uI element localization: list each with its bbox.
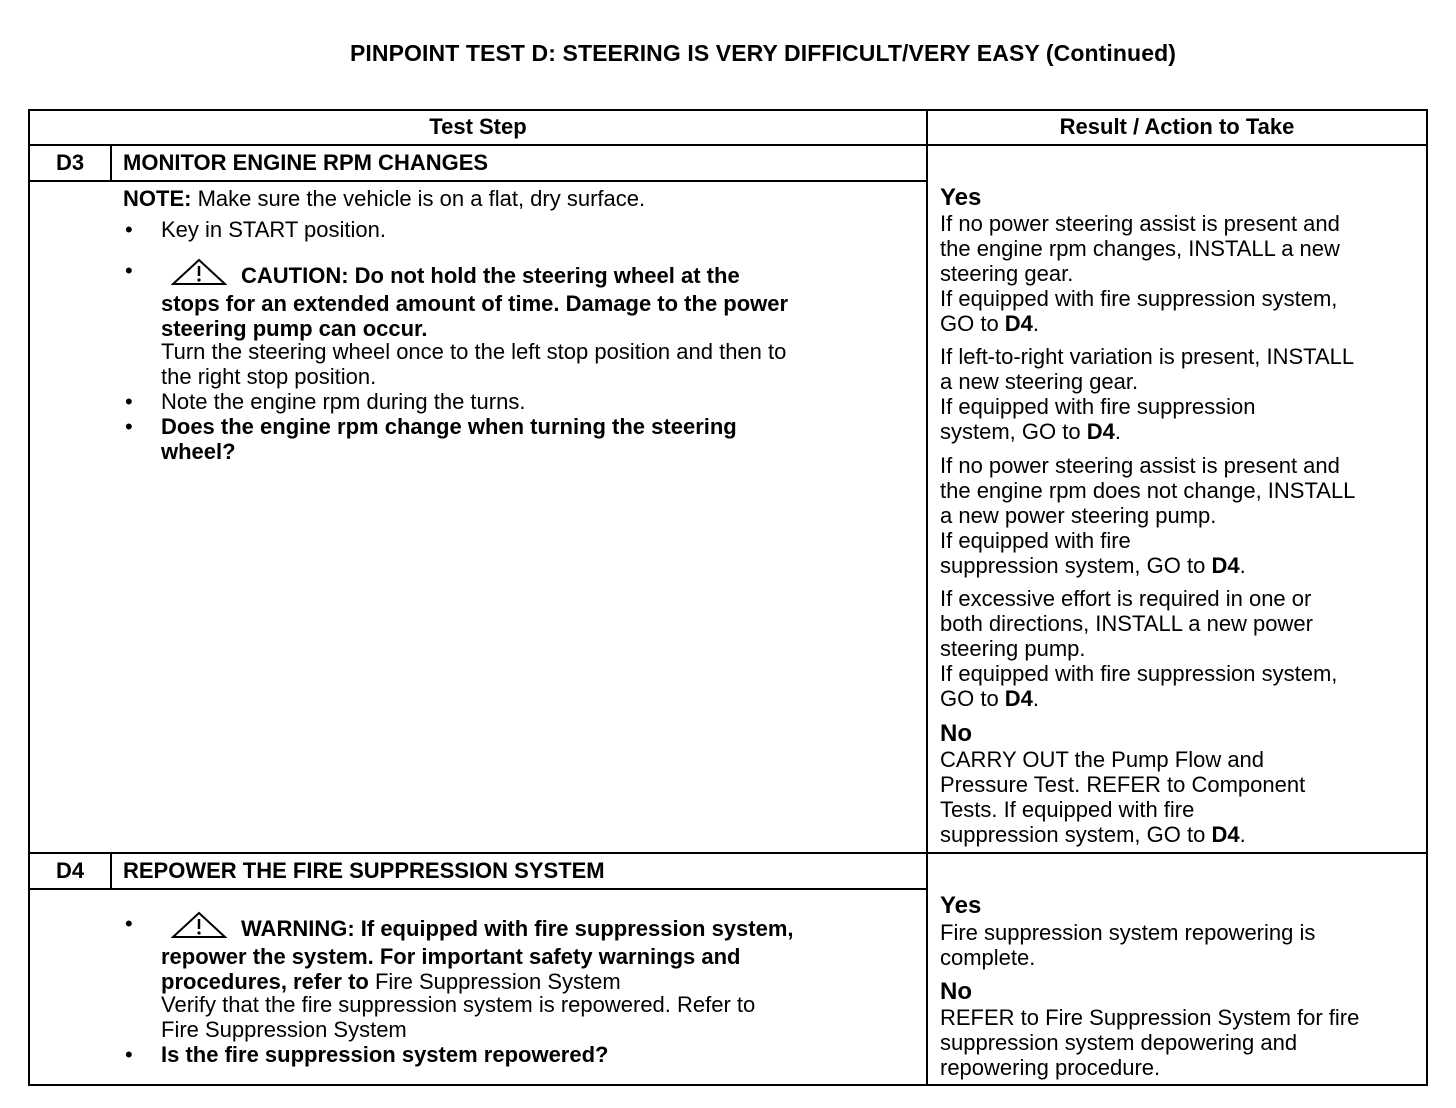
d3-result-3: If no power steering assist is present and the engine rpm does not change, INSTALL a new power steering pump. If equipped with fire suppression system, GO to D4. (940, 453, 1356, 578)
goto-d4-link[interactable]: D4 (1086, 419, 1115, 444)
d4-row-divider (28, 852, 1428, 854)
header-result: Result / Action to Take (1059, 114, 1295, 139)
bullet: • (125, 911, 133, 936)
d3-step-note-rpm: Note the engine rpm during the turns. (161, 389, 526, 414)
goto-d4-link[interactable]: D4 (1211, 553, 1240, 578)
fire-suppression-ref[interactable]: Fire Suppression System for fire (1045, 1005, 1360, 1030)
d3-note (123, 186, 923, 211)
d3-result-1: If no power steering assist is present and the engine rpm changes, INSTALL a new steering gear. If equipped with fire suppression system, GO to D4. (940, 211, 1340, 336)
d3-step-key: Key in START position. (161, 217, 386, 242)
d4-question: Is the fire suppression system repowered? (161, 1042, 609, 1067)
d4-title-divider (28, 888, 927, 890)
step-id-d4: D4 (55, 858, 85, 883)
bullet: • (125, 389, 133, 414)
note-text: Make sure the vehicle is on a flat, dry surface. (191, 186, 646, 211)
d3-result-4: If excessive effort is required in one or both directions, INSTALL a new power steering pump. If equipped with fire suppression system, GO to D4. (940, 586, 1338, 711)
d4-yes-result: Fire suppression system repowering is complete. (940, 920, 1316, 970)
bullet: • (125, 217, 133, 242)
col-divider-stepid-d4 (110, 853, 112, 889)
d3-yes-label: Yes (940, 184, 982, 211)
fire-suppression-ref[interactable]: Fire Suppression System (374, 969, 621, 994)
d4-verify: Verify that the fire suppression system is repowered. Refer to Fire Suppression System (161, 992, 756, 1042)
goto-d4-link[interactable]: D4 (1004, 311, 1033, 336)
bullet: • (125, 1042, 133, 1067)
d4-warning: WARNING: If equipped with fire suppression system, repower the system. For important safety warnings and procedures, refer to Fire Suppression System (161, 911, 921, 994)
d3-turn-instruction: Turn the steering wheel once to the left stop position and then to the right stop position. (161, 339, 787, 389)
caution-warning-icon (171, 258, 227, 291)
d4-no-label: No (940, 978, 972, 1005)
d3-no-label: No (940, 720, 972, 747)
d3-no-result: CARRY OUT the Pump Flow and Pressure Test. REFER to Component Tests. If equipped with fire suppression system, GO to D4. (940, 747, 1306, 847)
page-title: PINPOINT TEST D: STEERING IS VERY DIFFICULT/VERY EASY (Continued) (349, 40, 1177, 66)
fire-suppression-ref[interactable]: Fire Suppression System (161, 1017, 407, 1042)
step-id-d3: D3 (55, 150, 85, 175)
bullet: • (125, 258, 133, 283)
bullet: • (125, 414, 133, 439)
d3-result-2: If left-to-right variation is present, INSTALL a new steering gear. If equipped with fire suppression system, GO to D4. (940, 344, 1355, 444)
d4-yes-label: Yes (940, 892, 982, 919)
col-divider-stepid-d3 (110, 145, 112, 181)
d4-no-result: REFER to Fire Suppression System for fire suppression system depowering and repowering procedure. (940, 1005, 1360, 1080)
header-divider (28, 144, 1428, 146)
warning-icon (171, 911, 227, 944)
d3-question: Does the engine rpm change when turning the steering wheel? (161, 414, 737, 464)
col-divider-result (926, 109, 928, 1086)
goto-d4-link[interactable]: D4 (1004, 686, 1033, 711)
header-test-step: Test Step (429, 114, 527, 139)
step-title-d4: REPOWER THE FIRE SUPPRESSION SYSTEM (123, 858, 605, 883)
step-title-d3: MONITOR ENGINE RPM CHANGES (123, 150, 489, 175)
d3-title-divider (28, 180, 927, 182)
goto-d4-link[interactable]: D4 (1211, 822, 1240, 847)
note-label: NOTE: (123, 186, 192, 211)
d3-caution: CAUTION: Do not hold the steering wheel at the stops for an extended amount of time. Damage to the power steering pump can occur. (161, 258, 921, 341)
